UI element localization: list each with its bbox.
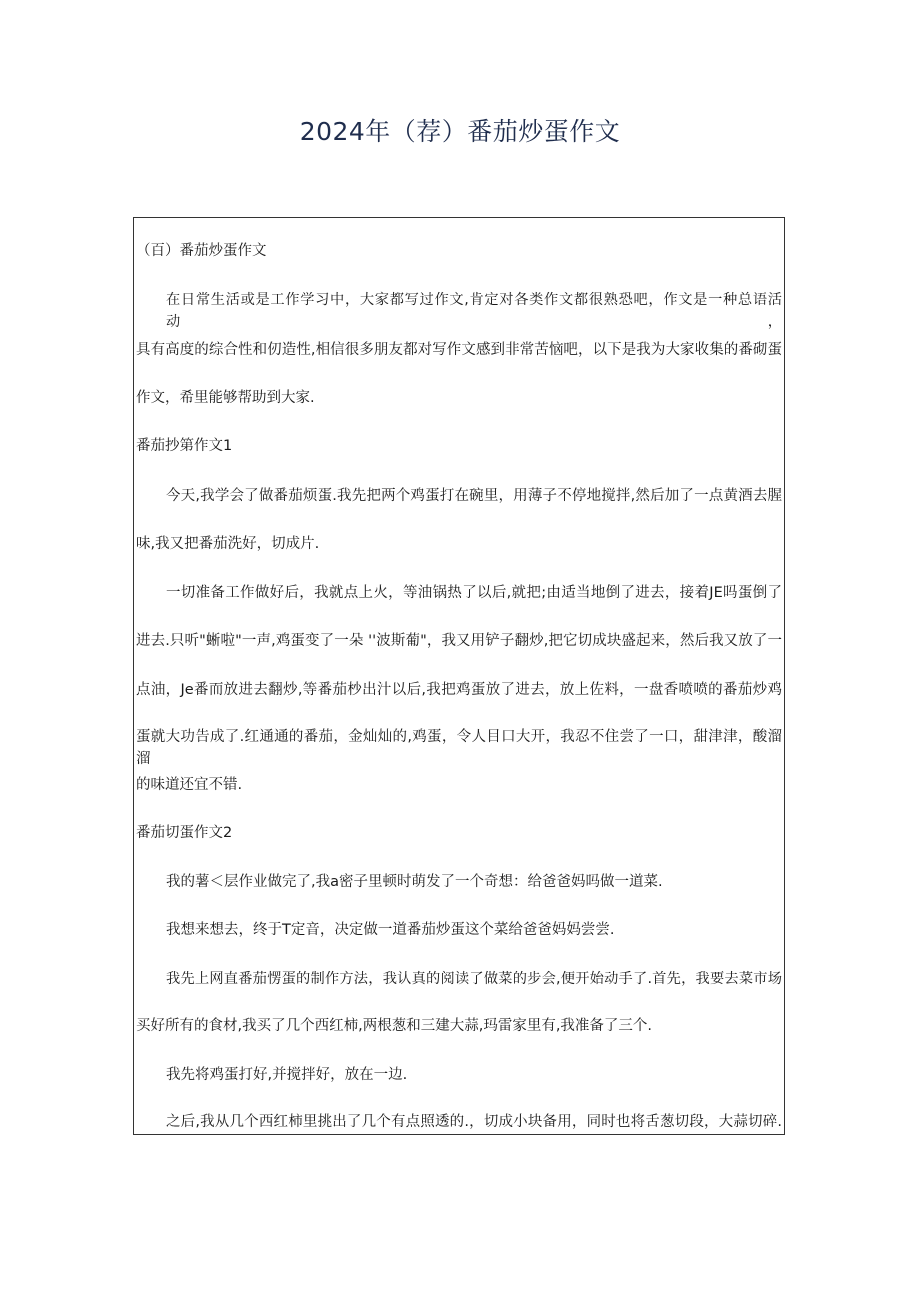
essay-heading: 番茄抄第作文1: [136, 438, 233, 454]
paragraph-line: 买好所有的食材,我买了几个西红柿,两根葱和三建大蒜,玛雷家里有,我准备了三个.: [136, 1018, 653, 1034]
document-title: 2024年（荐）番茄炒蛋作文: [299, 117, 621, 146]
section-heading: （百）番茄炒蛋作文: [136, 243, 267, 259]
paragraph-line: 点油，Je番而放进去翻炒,等番茄杪出汁以后,我把鸡蛋放了进去，放上佐料，一盘香喷喷的番茄炒鸡: [136, 682, 782, 698]
paragraph-line: 蛋就大功告成了.红通通的番茄，金灿灿的,鸡蛋，令人目口大开，我忍不住尝了一口，甜津津，酸溜溜: [136, 729, 782, 767]
paragraph-line: 一切准备工作做好后，我就点上火，等油锅热了以后,就把;由适当地倒了进去，接着JE吗蛋倒了: [166, 585, 782, 601]
paragraph-line: 进去.只听"蜥啦"一声,鸡蛋变了一朵 ''波斯葡"，我又用铲子翻炒,把它切成块盛起来，然后我又放了一: [136, 633, 782, 649]
document-body-frame: [133, 217, 785, 1135]
paragraph-line: 之后,我从几个西红柿里挑出了几个有点照透的.，切成小块备用，同时也将舌葱切段，大蒜切碎.: [166, 1114, 782, 1130]
paragraph-line: 具有高度的综合性和仞造性,相信很多朋友都对写作文感到非常苦恼吧，以下是我为大家收集的番砌蛋: [136, 342, 782, 358]
paragraph-line: 我想来想去，终于T定音，决定做一道番茄炒蛋这个菜给爸爸妈妈尝尝.: [166, 922, 615, 938]
paragraph-line: 的味道还宜不错.: [136, 777, 243, 793]
paragraph-line: 我先上网直番茄愣蛋的制作方法，我认真的阅读了做菜的步会,便开始动手了.首先，我要去菜市场: [166, 971, 782, 987]
paragraph-line: 味,我又把番茄洗好，切成片.: [136, 536, 320, 552]
paragraph-line: 我的薯＜层作业做完了,我a密子里顿时萌发了一个奇想：给爸爸妈吗做一道菜.: [166, 874, 663, 890]
paragraph-line: 在日常生活或是工作学习中，大家都写过作文,肯定对各类作文都很熟恐吧，作文是一种总语活动，: [166, 292, 782, 330]
essay-heading: 番茄切蛋作文2: [136, 825, 233, 841]
paragraph-line: 作文，希里能够帮助到大家.: [136, 390, 315, 406]
paragraph-line: 今天,我学会了做番茄烦蛋.我先把两个鸡蛋打在碗里，用薄子不停地搅拌,然后加了一点黄酒去腥: [166, 488, 782, 504]
paragraph-line: 我先将鸡蛋打好,并搅拌好，放在一边.: [166, 1067, 408, 1083]
